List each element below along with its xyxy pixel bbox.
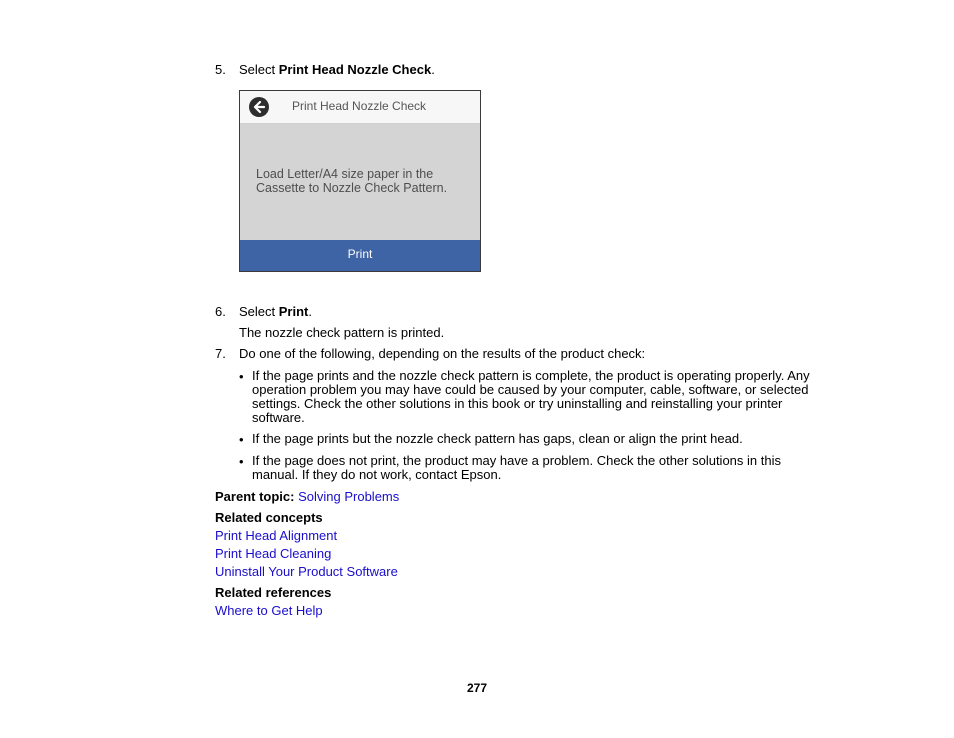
lcd-title: Print Head Nozzle Check <box>292 99 427 113</box>
step-6-prefix: Select <box>239 304 279 319</box>
parent-topic-label: Parent topic: <box>215 489 295 504</box>
step-6-result: The nozzle check pattern is printed. <box>239 325 445 340</box>
parent-topic-link[interactable]: Solving Problems <box>298 489 400 504</box>
related-concepts-heading: Related concepts <box>215 510 323 525</box>
bullet-marker: • <box>239 454 244 469</box>
printer-lcd-screenshot <box>239 90 481 272</box>
related-concept-link[interactable]: Print Head Cleaning <box>215 546 332 561</box>
step-7-number: 7. <box>215 346 226 361</box>
lcd-message: Load Letter/A4 size paper in the Cassette to Nozzle Check Pattern. <box>256 167 448 195</box>
bullet-1 <box>252 369 810 425</box>
bullet-2-line: If the page prints but the nozzle check pattern has gaps, clean or align the print head. <box>252 431 743 446</box>
step-7-text: Do one of the following, depending on the results of the product check: <box>239 346 646 361</box>
bullet-1-line: software. <box>252 410 305 425</box>
lcd-header <box>240 91 480 124</box>
bullet-3 <box>252 454 781 482</box>
bullet-marker: • <box>239 369 244 384</box>
step-5-prefix: Select <box>239 62 279 77</box>
page-number: 277 <box>466 681 488 695</box>
lcd-print-button[interactable]: Print <box>240 240 480 271</box>
related-concept-link[interactable]: Uninstall Your Product Software <box>215 564 398 579</box>
bullet-3-line: manual. If they do not work, contact Epson. <box>252 467 502 482</box>
bullet-1-line: settings. Check the other solutions in this book or try uninstalling and reinstalling your printer <box>252 396 783 411</box>
bullet-3-line: If the page does not print, the product may have a problem. Check the other solutions in this <box>252 453 781 468</box>
step-6-bold: Print <box>278 304 309 319</box>
step-5-number: 5. <box>215 62 226 77</box>
bullet-1-line: operation problem you may have could be caused by your computer, cable, software, or selected <box>252 382 809 397</box>
related-references-heading: Related references <box>215 585 332 600</box>
back-arrow-icon[interactable] <box>249 97 269 117</box>
step-6-text <box>239 305 312 319</box>
bullet-marker: • <box>239 432 244 447</box>
parent-topic <box>215 490 399 504</box>
step-5-bold: Print Head Nozzle Check <box>278 62 432 77</box>
bullet-2 <box>252 432 743 446</box>
step-5-suffix: . <box>431 62 435 77</box>
related-reference-link[interactable]: Where to Get Help <box>215 603 323 618</box>
related-concept-link[interactable]: Print Head Alignment <box>215 528 338 543</box>
bullet-1-line: If the page prints and the nozzle check pattern is complete, the product is operating properly. Any <box>252 368 810 383</box>
step-6-suffix: . <box>308 304 312 319</box>
step-6-number: 6. <box>215 304 226 319</box>
step-5-text <box>239 63 435 77</box>
